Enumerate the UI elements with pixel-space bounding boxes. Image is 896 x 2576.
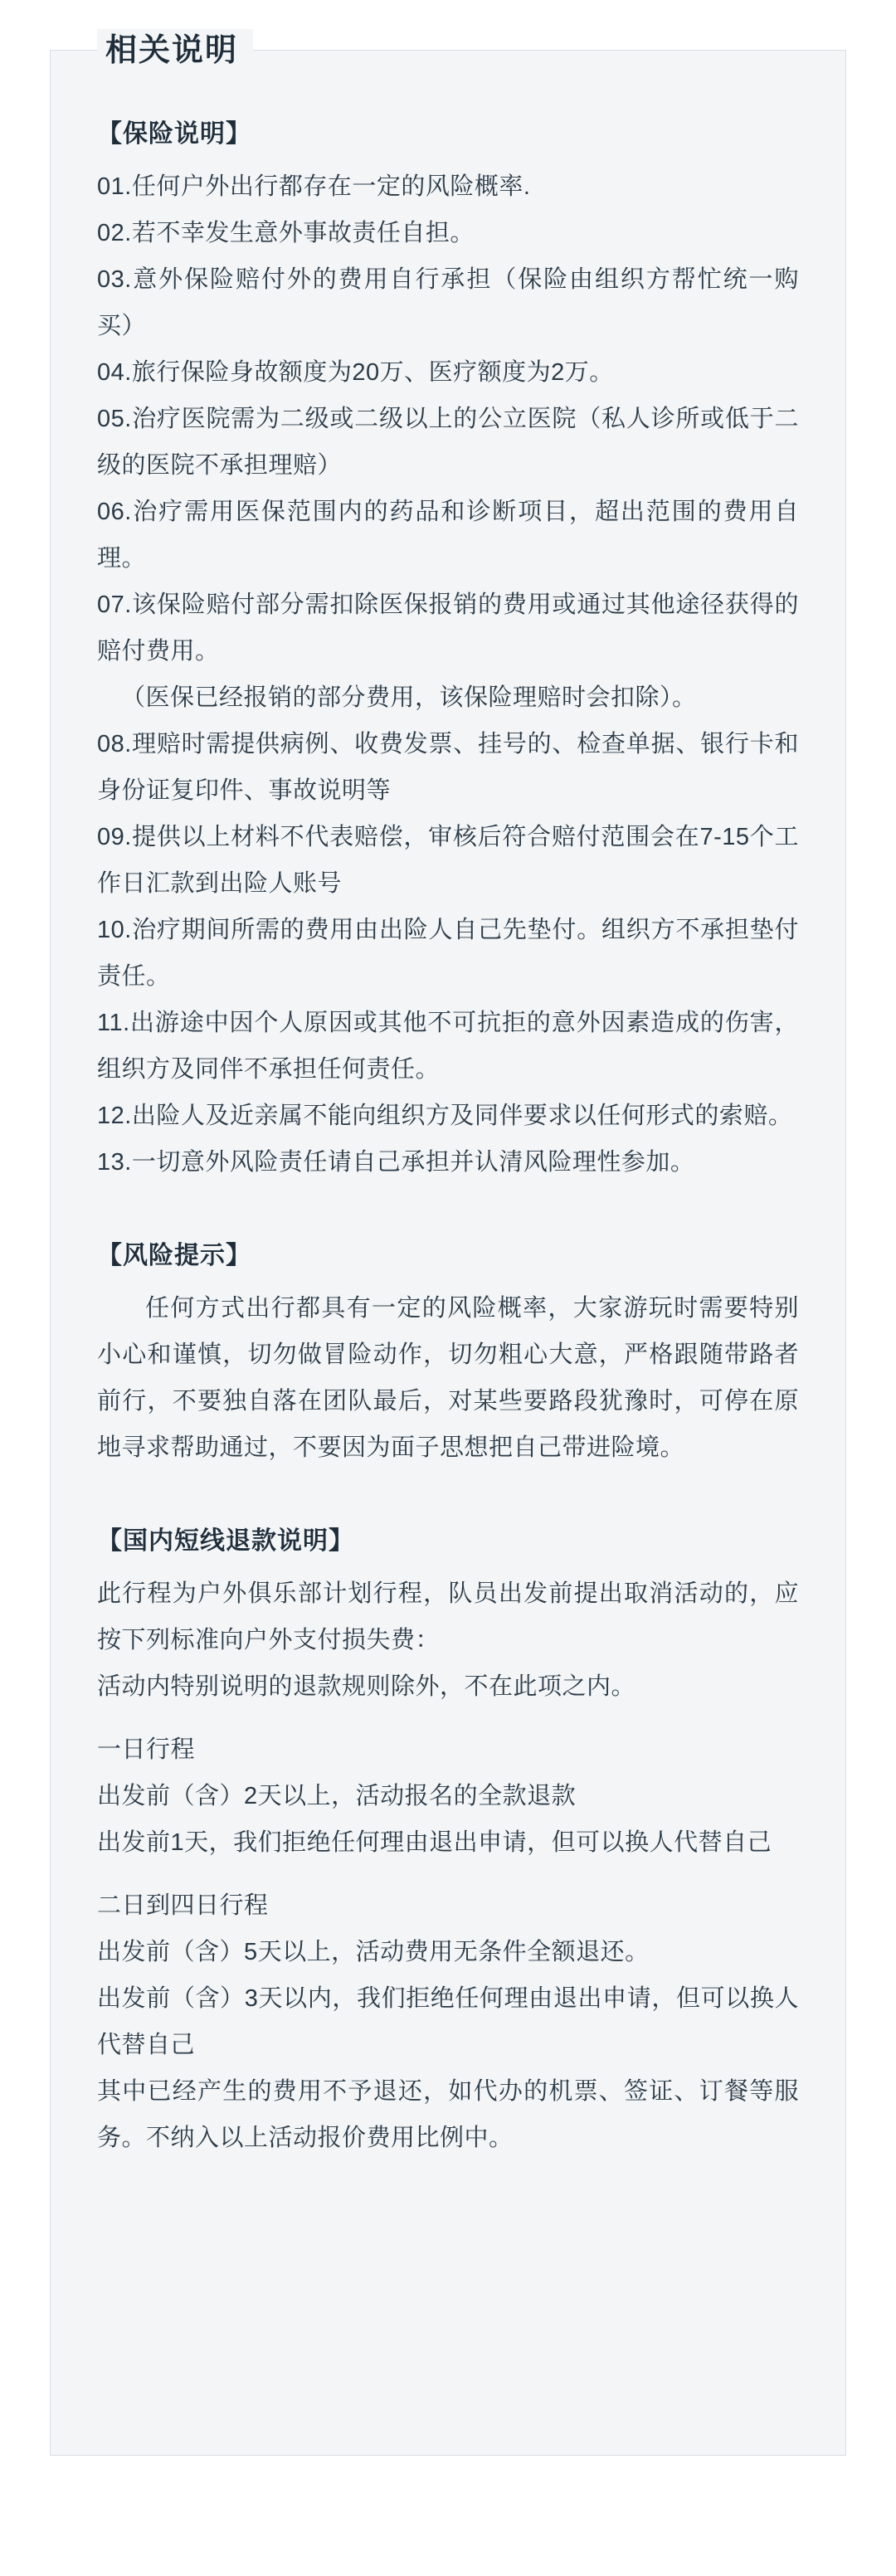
section-heading: 【国内短线退款说明】 — [97, 1527, 354, 1555]
content-line: 06.治疗需用医保范围内的药品和诊断项目，超出范围的费用自理。 — [97, 499, 799, 572]
section-spacer — [97, 1479, 799, 1516]
page-title: 相关说明 — [97, 29, 253, 72]
content-line: （医保已经报销的部分费用，该保险理赔时会扣除）。 — [121, 684, 697, 711]
content-section — [97, 1230, 799, 1471]
content-line: 一日行程 — [97, 1736, 196, 1763]
info-card — [50, 33, 846, 2456]
content-line: 活动内特别说明的退款规则除外，不在此项之内。 — [97, 1673, 636, 1700]
content-line: 出发前（含）3天以内，我们拒绝任何理由退出申请，但可以换人代替自己 — [97, 1985, 799, 2058]
content-line: 08.理赔时需提供病例、收费发票、挂号的、检查单据、银行卡和身份证复印件、事故说明等 — [97, 731, 799, 804]
section-heading: 【风险提示】 — [97, 1242, 251, 1269]
content-section — [97, 109, 799, 1186]
content-line: 01.任何户外出行都存在一定的风险概率. — [97, 173, 531, 200]
content-line: 出发前（含）5天以上，活动费用无条件全额退还。 — [97, 1939, 650, 1965]
line-spacer — [97, 1710, 799, 1726]
section-spacer — [97, 1194, 799, 1230]
content-line: 二日到四日行程 — [97, 1892, 269, 1919]
content-line: 09.提供以上材料不代表赔偿，审核后符合赔付范围会在7-15个工作日汇款到出险人账号 — [97, 824, 799, 897]
content-section — [97, 1516, 799, 2161]
content-line: 12.出险人及近亲属不能向组织方及同伴要求以任何形式的索赔。 — [97, 1103, 793, 1129]
content-line: 任何方式出行都具有一定的风险概率，大家游玩时需要特别小心和谨慎，切勿做冒险动作，切勿粗心大意，严格跟随带路者前行，不要独自落在团队最后，对某些要路段犹豫时，可停在原地寻求帮助通过，不要因为面子思想把自己带进险境。 — [97, 1295, 799, 1461]
content-line: 07.该保险赔付部分需扣除医保报销的费用或通过其他途径获得的赔付费用。 — [97, 592, 799, 665]
content-line: 其中已经产生的费用不予退还，如代办的机票、签证、订餐等服务。不纳入以上活动报价费用比例中。 — [97, 2078, 799, 2151]
content-line: 05.治疗医院需为二级或二级以上的公立医院（私人诊所或低于二级的医院不承担理赔） — [97, 406, 799, 479]
content-line: 04.旅行保险身故额度为20万、医疗额度为2万。 — [97, 359, 614, 386]
content-line: 11.出游途中因个人原因或其他不可抗拒的意外因素造成的伤害，组织方及同伴不承担任何责任。 — [97, 1010, 799, 1083]
content-line: 03.意外保险赔付外的费用自行承担（保险由组织方帮忙统一购买） — [97, 266, 799, 339]
content-line: 10.治疗期间所需的费用由出险人自己先垫付。组织方不承担垫付责任。 — [97, 917, 799, 990]
content-line: 13.一切意外风险责任请自己承担并认清风险理性参加。 — [97, 1149, 695, 1176]
content-line: 02.若不幸发生意外事故责任自担。 — [97, 220, 475, 246]
card-content — [97, 109, 799, 2161]
content-line: 此行程为户外俱乐部计划行程，队员出发前提出取消活动的，应按下列标准向户外支付损失费： — [97, 1580, 799, 1653]
section-heading: 【保险说明】 — [97, 120, 251, 148]
line-spacer — [97, 1866, 799, 1882]
content-line: 出发前（含）2天以上，活动报名的全款退款 — [97, 1783, 577, 1809]
content-line: 出发前1天，我们拒绝任何理由退出申请，但可以换人代替自己 — [97, 1829, 772, 1856]
